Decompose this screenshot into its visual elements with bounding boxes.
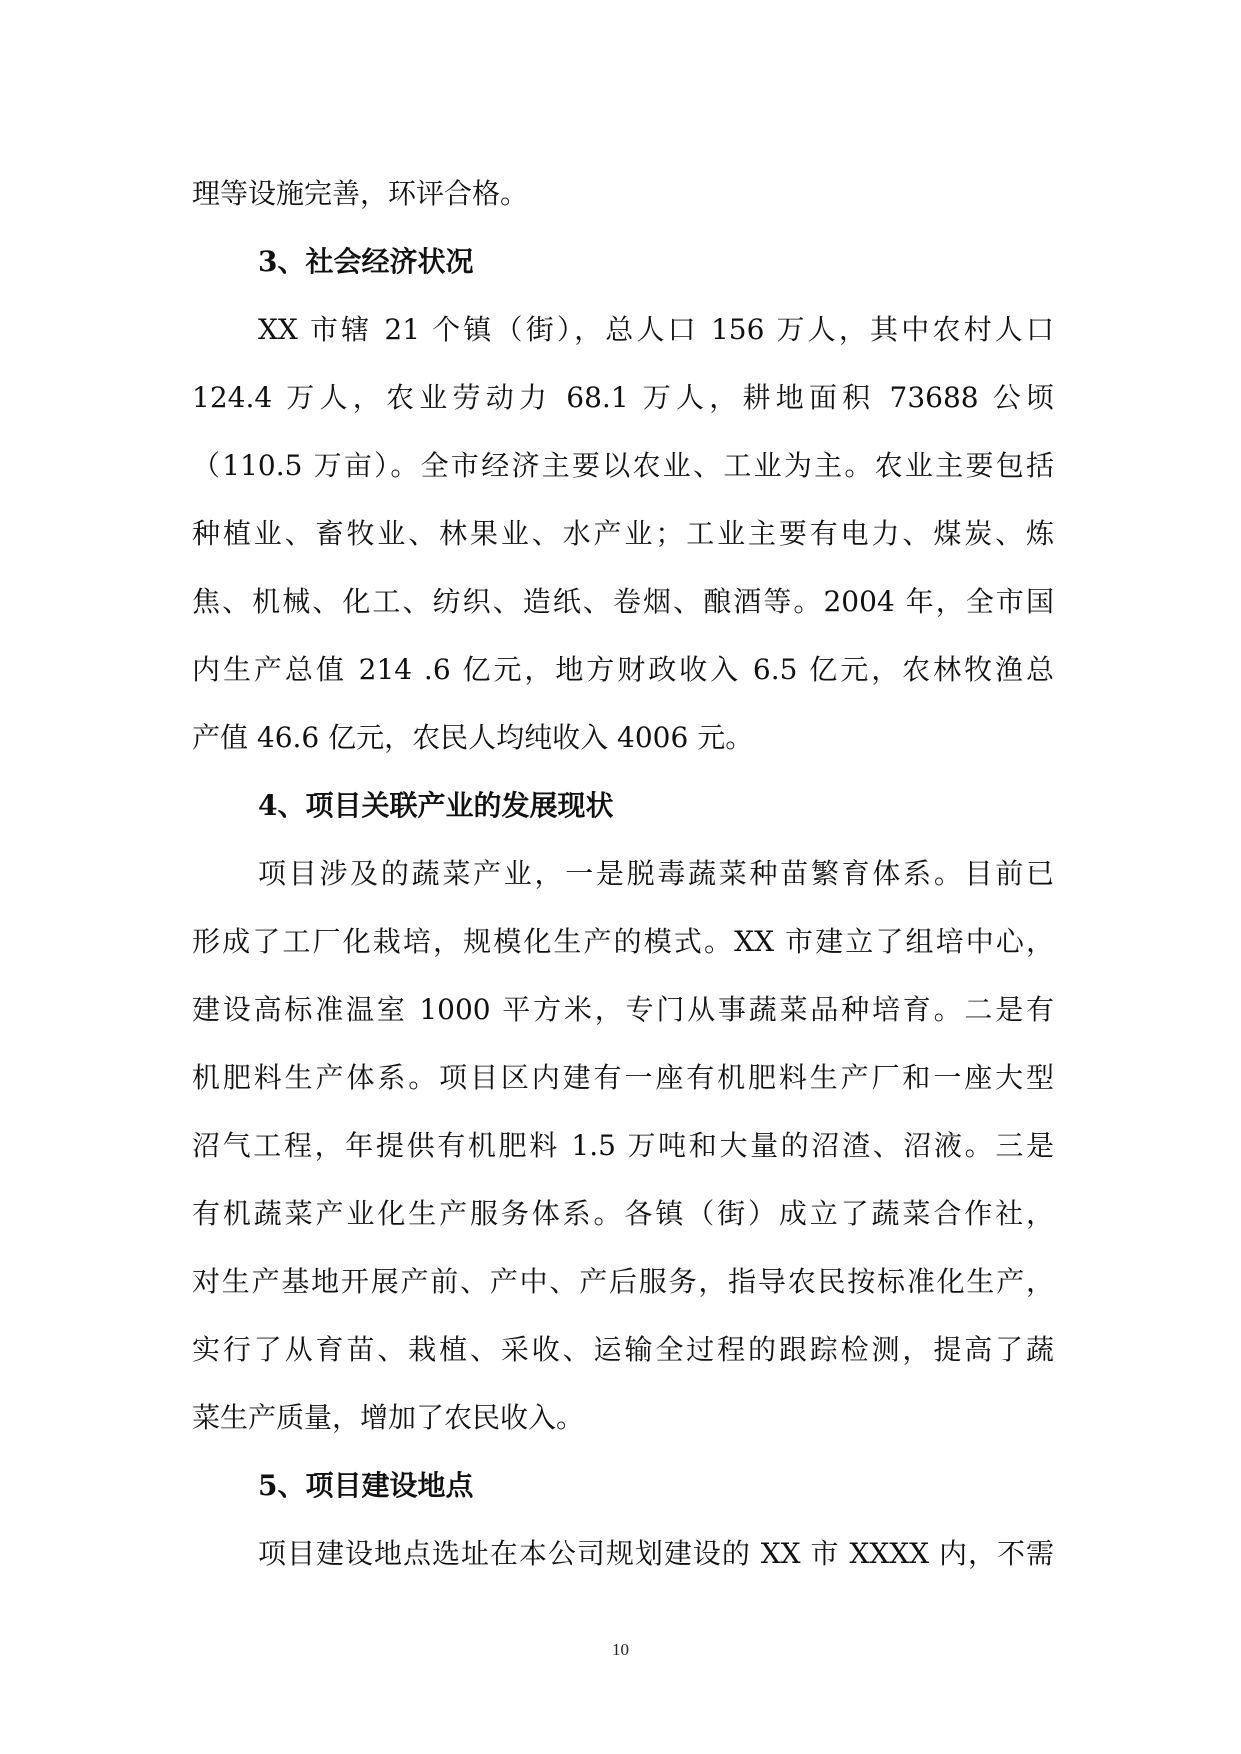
section-heading-3: 3、社会经济状况 [258, 245, 474, 278]
paragraph-line: 焦、机械、化工、纺织、造纸、卷烟、酿酒等。2004 年，全市国 [192, 585, 1054, 618]
paragraph-line-last: 产值 46.6 亿元，农民人均纯收入 4006 元。 [192, 721, 754, 754]
paragraph-line: 有机蔬菜产业化生产服务体系。各镇（街）成立了蔬菜合作社， [192, 1197, 1054, 1230]
paragraph-line: 内生产总值 214 .6 亿元，地方财政收入 6.5 亿元，农林牧渔总 [192, 653, 1054, 686]
paragraph-line: 项目建设地点选址在本公司规划建设的 XX 市 XXXX 内，不需 [258, 1537, 1054, 1570]
paragraph-line: 项目涉及的蔬菜产业，一是脱毒蔬菜种苗繁育体系。目前已 [258, 857, 1054, 890]
paragraph-line: 建设高标准温室 1000 平方米，专门从事蔬菜品种培育。二是有 [192, 993, 1054, 1026]
paragraph-line-last: 菜生产质量，增加了农民收入。 [192, 1401, 585, 1434]
paragraph-line: 对生产基地开展产前、产中、产后服务，指导农民按标准化生产， [192, 1265, 1054, 1298]
section-heading-4: 4、项目关联产业的发展现状 [258, 789, 614, 822]
paragraph-line: 机肥料生产体系。项目区内建有一座有机肥料生产厂和一座大型 [192, 1061, 1054, 1094]
document-body [192, 160, 1054, 1588]
paragraph-line: 沼气工程，年提供有机肥料 1.5 万吨和大量的沼渣、沼液。三是 [192, 1129, 1054, 1162]
paragraph-line: 种植业、畜牧业、林果业、水产业；工业主要有电力、煤炭、炼 [192, 517, 1054, 550]
paragraph-line: 实行了从育苗、栽植、采收、运输全过程的跟踪检测，提高了蔬 [192, 1333, 1054, 1366]
paragraph-line: 124.4 万人，农业劳动力 68.1 万人，耕地面积 73688 公顷 [192, 381, 1054, 414]
paragraph-line-continuation: 理等设施完善，环评合格。 [192, 177, 529, 210]
page-number: 10 [612, 1640, 629, 1659]
paragraph-line: （110.5 万亩）。全市经济主要以农业、工业为主。农业主要包括 [192, 449, 1054, 482]
section-heading-5: 5、项目建设地点 [258, 1469, 474, 1502]
paragraph-line: XX 市辖 21 个镇（街），总人口 156 万人，其中农村人口 [258, 313, 1054, 346]
paragraph-line: 形成了工厂化栽培，规模化生产的模式。XX 市建立了组培中心， [192, 925, 1054, 958]
